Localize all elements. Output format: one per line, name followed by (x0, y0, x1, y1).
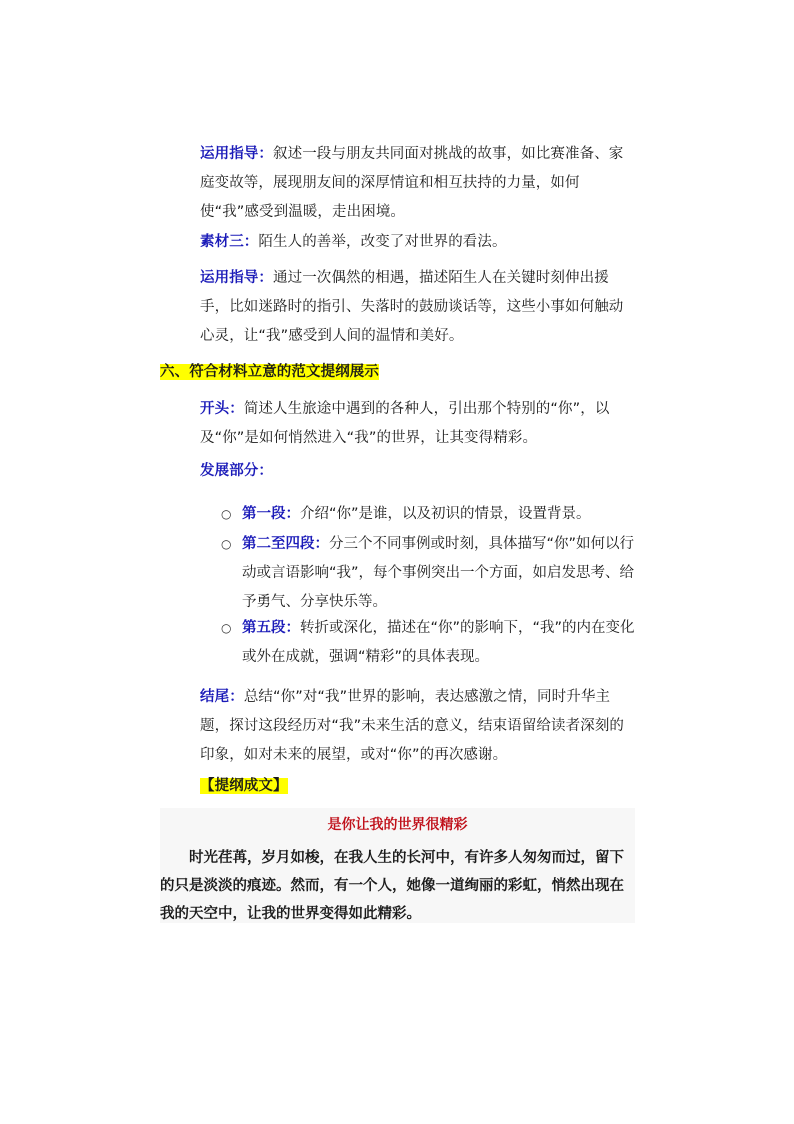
guide-text: 通过一次偶然的相遇，描述陌生人在关键时刻伸出援手，比如迷路时的指引、失落时的鼓励谈话等，这些小事如何触动心灵，让“我”感受到人间的温情和美好。 (200, 270, 624, 344)
ending-label: 结尾： (200, 689, 244, 705)
guide-paragraph-2 (200, 264, 637, 351)
guide-label: 运用指导： (200, 270, 273, 286)
material-3-paragraph (200, 228, 637, 257)
essay-box (160, 808, 635, 923)
opening-text: 简述人生旅途中遇到的各种人，引出那个特别的“你”，以及“你”是如何悄然进入“我”的世界，让其变得精彩。 (200, 401, 610, 446)
essay-body: 时光荏苒，岁月如梭，在我人生的长河中，有许多人匆匆而过，留下的只是淡淡的痕迹。然而，有一个人，她像一道绚丽的彩虹，悄然出现在我的天空中，让我的世界变得如此精彩。 (160, 850, 624, 922)
list-item-label: 第二至四段： (242, 536, 329, 552)
list-item-text: 转折或深化，描述在“你”的影响下，“我”的内在变化或外在成就，强调“精彩”的具体表现。 (242, 620, 635, 665)
ending-text: 总结“你”对“我”世界的影响，表达感激之情，同时升华主题，探讨这段经历对“我”未来生活的意义，结束语留给读者深刻的印象，如对未来的展望，或对“你”的再次感谢。 (200, 689, 625, 763)
opening-paragraph (200, 395, 637, 453)
bullet-icon: ○ (221, 507, 232, 521)
ending-paragraph (200, 683, 637, 770)
outline-tag: 【提纲成文】 (200, 778, 288, 794)
list-item (221, 614, 640, 672)
development-heading (200, 457, 637, 486)
list-item (221, 530, 640, 617)
outline-tag-line (200, 772, 637, 801)
guide-label: 运用指导： (200, 146, 273, 162)
section-heading (160, 358, 640, 387)
list-item-text: 介绍“你”是谁，以及初识的情景，设置背景。 (300, 506, 591, 522)
opening-label: 开头： (200, 401, 244, 417)
material-label: 素材三： (200, 234, 259, 250)
bullet-icon: ○ (221, 537, 232, 551)
list-item-text: 分三个不同事例或时刻，具体描写“你”如何以行动或言语影响“我”，每个事例突出一个方面，如启发思考、给予勇气、分享快乐等。 (242, 536, 635, 610)
section-title: 六、符合材料立意的范文提纲展示 (160, 364, 379, 380)
development-label: 发展部分： (200, 463, 273, 479)
bullet-icon: ○ (221, 621, 232, 635)
list-item-label: 第一段： (242, 506, 300, 522)
list-item (221, 500, 640, 529)
list-item-label: 第五段： (242, 620, 300, 636)
guide-text: 叙述一段与朋友共同面对挑战的故事，如比赛准备、家庭变故等，展现朋友间的深厚情谊和相互扶持的力量，如何使“我”感受到温暖，走出困境。 (200, 146, 624, 220)
guide-paragraph-1 (200, 140, 637, 227)
essay-title: 是你让我的世界很精彩 (327, 817, 468, 833)
material-text: 陌生人的善举，改变了对世界的看法。 (258, 234, 507, 250)
